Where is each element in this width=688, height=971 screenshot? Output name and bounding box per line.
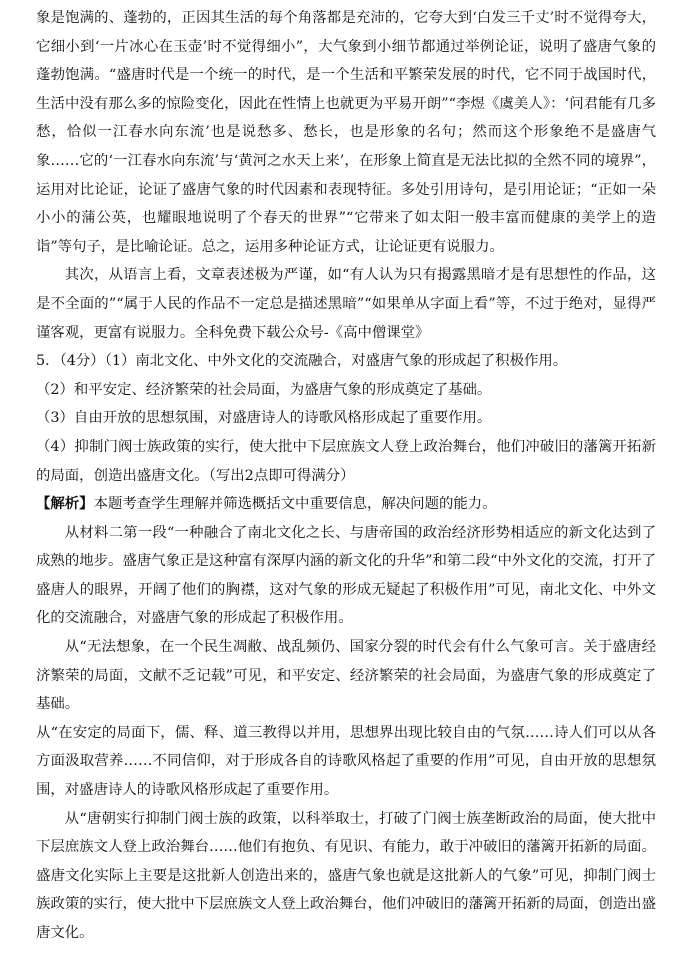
answer-5-point-1: 5．（4分）（1）南北文化、中外文化的交流融合，对盛唐气象的形成起了积极作用。: [36, 353, 568, 370]
paragraph-language-rigor: 其次，从语言上看，文章表述极为严谨，如“有人认为只有揭露黑暗才是有思想性的作品，这是不全面的”“属于人民的作品不一定总是描述黑暗”“如果单从字面上看”等，不过于绝对，显得严谨客观，更富有说服力。全科免费下载公众号-《高中僧课堂》: [36, 267, 656, 341]
answer-5-point-2: （2）和平安定、经济繁荣的社会局面，为盛唐气象的形成奠定了基础。: [36, 381, 492, 398]
analysis-heading: [36, 490, 656, 519]
analysis-paragraph-culture-fusion: 从材料二第一段“一种融合了南北文化之长、与唐帝国的政治经济形势相适应的新文化达到了成熟的地步。盛唐气象正是这种富有深厚内涵的新文化的升华”和第二段“中外文化的交流，打开了盛唐人的眼界，开阔了他们的胸襟，这对气象的形成无疑起了积极作用”可见，南北文化、中外文化的交流融合，对盛唐气象的形成起了积极作用。: [36, 524, 656, 627]
document-page: [36, 4, 656, 948]
analysis-paragraph-thought: 从“在安定的局面下，儒、释、道三教得以并用，思想界出现比较自由的气氛……诗人们可以从各方面汲取营养……不同信仰，对于形成各自的诗歌风格起了重要的作用”可见，自由开放的思想氛围，对盛唐诗人的诗歌风格形成起了重要作用。: [36, 724, 656, 799]
analysis-tag: 【解析】: [36, 495, 94, 513]
answer-5-point-3: （3）自由开放的思想氛围，对盛唐诗人的诗歌风格形成起了重要作用。: [36, 410, 492, 427]
paragraph-argument-methods: 象是饱满的、蓬勃的，正因其生活的每个角落都是充沛的，它夸大到‘白发三千丈’时不觉得夸大，它细小到‘一片冰心在玉壶’时不觉得细小”，大气象到小细节都通过举例论证，说明了盛唐气象的蓬勃饱满。“盛唐时代是一个统一的时代，是一个生活和平繁荣发展的时代，它不同于战国时代，生活中没有那么多的惊险变化，因此在性情上也就更为平易开朗”“李煜《虞美人》：‘问君能有几多愁，恰似一江春水向东流’也是说愁多、愁长，也是形象的名句；然而这个形象绝不是盛唐气象……它的‘一江春水向东流’与‘黄河之水天上来’，在形象上简直是无法比拟的全然不同的境界”，运用对比论证，论证了盛唐气象的时代因素和表现特征。多处引用诗句，是引用论证；“正如一朵小小的蒲公英，也耀眼地说明了个春天的世界”“它带来了如太阳一般丰富而健康的美学上的造诣”等句子，是比喻论证。总之，运用多种论证方式，让论证更有说服力。: [36, 10, 656, 255]
analysis-paragraph-policy: 从“唐朝实行抑制门阀士族的政策，以科举取士，打破了门阀士族垄断政治的局面，使大批中下层庶族文人登上政治舞台……他们有抱负、有见识、有能力，敢于冲破旧的藩篱开拓新的局面。盛唐文化实际上主要是这批新人创造出来的，盛唐气象也就是这批新人的气象”可见，抑制门阀士族政策的实行，使大批中下层庶族文人登上政治舞台，他们冲破旧的藩篱开拓新的局面，创造出盛唐文化。: [36, 810, 656, 941]
analysis-intro: 本题考查学生理解并筛选概括文中重要信息，解决问题的能力。: [93, 496, 497, 513]
analysis-paragraph-economy: 从“无法想象，在一个民生凋敝、战乱频仍、国家分裂的时代会有什么气象可言。关于盛唐经济繁荣的局面，文献不乏记载”可见，和平安定、经济繁荣的社会局面，为盛唐气象的形成奠定了基础。: [36, 639, 656, 713]
answer-5-point-4: （4）抑制门阀士族政策的实行，使大批中下层庶族文人登上政治舞台，他们冲破旧的藩篱开拓新的局面，创造出盛唐文化。（写出2点即可得满分）: [36, 438, 656, 484]
